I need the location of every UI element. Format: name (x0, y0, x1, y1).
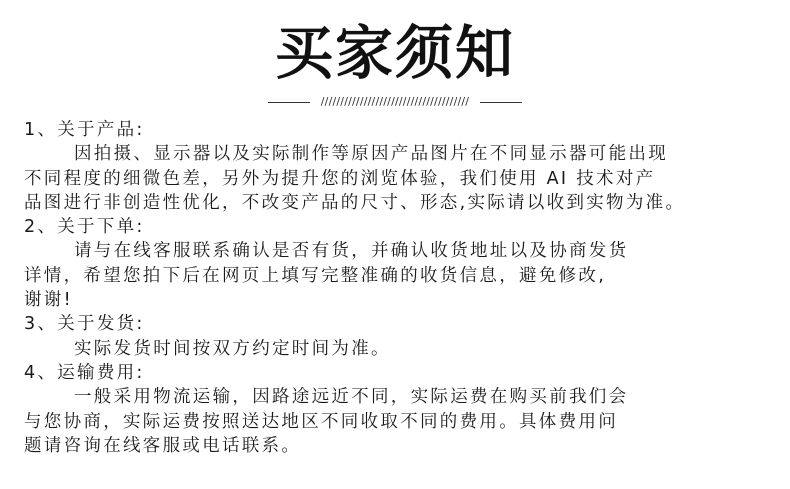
notice-body (24, 118, 784, 458)
text-line: 实际发货时间按双方约定时间为准。 (74, 338, 391, 359)
text-line: 不同程度的细微色差，另外为提升您的浏览体验，我们使用 AI 技术对产 (24, 168, 656, 189)
text-line: 1、关于产品: (24, 120, 145, 140)
text-line: 2、关于下单: (24, 217, 145, 238)
title-divider (0, 93, 790, 111)
text-line: 4、运输费用: (24, 362, 145, 383)
text-line: 请与在线客服联系确认是否有货，并确认收货地址以及协商发货 (74, 241, 629, 262)
text-line: 3、关于发货: (24, 314, 145, 335)
divider-slashes: ////////////////////////////////////// (320, 95, 470, 108)
text-line: 详情，希望您拍下后在网页上填写完整准确的收货信息，避免修改, (24, 265, 607, 286)
text-line: 题请咨询在线客服或电话联系。 (24, 435, 302, 456)
text-line: 品图进行非创造性优化，不改变产品的尺寸、形态,实际请以收到实物为准。 (24, 192, 686, 213)
text-line: 谢谢! (24, 290, 73, 311)
page-title: 买家须知 (274, 19, 515, 87)
text-line: 与您协商，实际运费按照送达地区不同收取不同的费用。具体费用问 (24, 411, 618, 432)
divider-rule-left (268, 102, 310, 103)
divider-rule-right (480, 102, 522, 103)
text-line: 一般采用物流运输，因路途远近不同，实际运费在购买前我们会 (74, 387, 629, 408)
text-line: 因拍摄、显示器以及实际制作等原因产品图片在不同显示器可能出现 (74, 144, 668, 165)
